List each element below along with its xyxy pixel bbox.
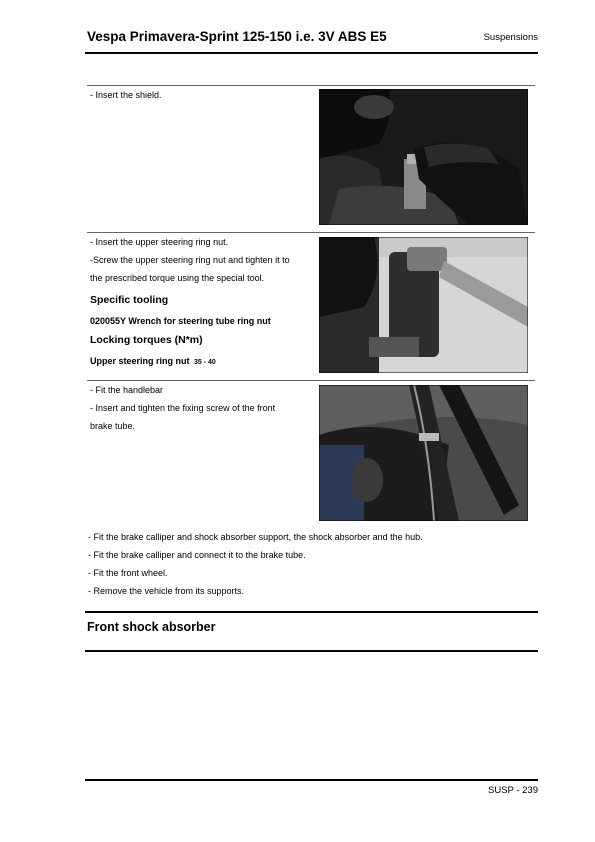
final-step-4: - Remove the vehicle from its supports. (88, 586, 245, 596)
torque-row (90, 351, 216, 369)
final-step-1: - Fit the brake calliper and shock absorber support, the shock absorber and the hub. (88, 532, 423, 542)
section-heading: Front shock absorber (87, 620, 216, 634)
torque-value: 35 - 40 (193, 359, 216, 366)
document-title: Vespa Primavera-Sprint 125-150 i.e. 3V ABS E5 (87, 29, 387, 44)
page-number: SUSP - 239 (488, 785, 538, 796)
heading-rule-bottom (85, 650, 538, 652)
torque-item: Upper steering ring nut (90, 356, 190, 366)
specific-tooling-title: Specific tooling (90, 294, 169, 306)
step-3-line-3: brake tube. (90, 421, 136, 431)
step-2-line-1: - Insert the upper steering ring nut. (90, 237, 229, 247)
photo-front-brake-tube (319, 385, 528, 521)
step-1-line-1: - Insert the shield. (90, 90, 162, 100)
heading-rule-top (85, 611, 538, 613)
photo-insert-shield (319, 89, 528, 225)
header-rule (85, 52, 538, 54)
step-3-line-2: - Insert and tighten the fixing screw of the front (90, 403, 276, 413)
tool-item: 020055Y Wrench for steering tube ring nut (90, 316, 271, 326)
torque-title: Locking torques (N*m) (90, 334, 203, 346)
step-3-line-1: - Fit the handlebar (90, 385, 164, 395)
photo-steering-ring-nut (319, 237, 528, 373)
step-2-line-2: -Screw the upper steering ring nut and tighten it to (90, 255, 290, 265)
footer-rule (85, 779, 538, 781)
section-name: Suspensions (483, 32, 538, 43)
step-2-line-3: the prescribed torque using the special tool. (90, 273, 265, 283)
final-step-2: - Fit the brake calliper and connect it to the brake tube. (88, 550, 306, 560)
final-step-3: - Fit the front wheel. (88, 568, 168, 578)
